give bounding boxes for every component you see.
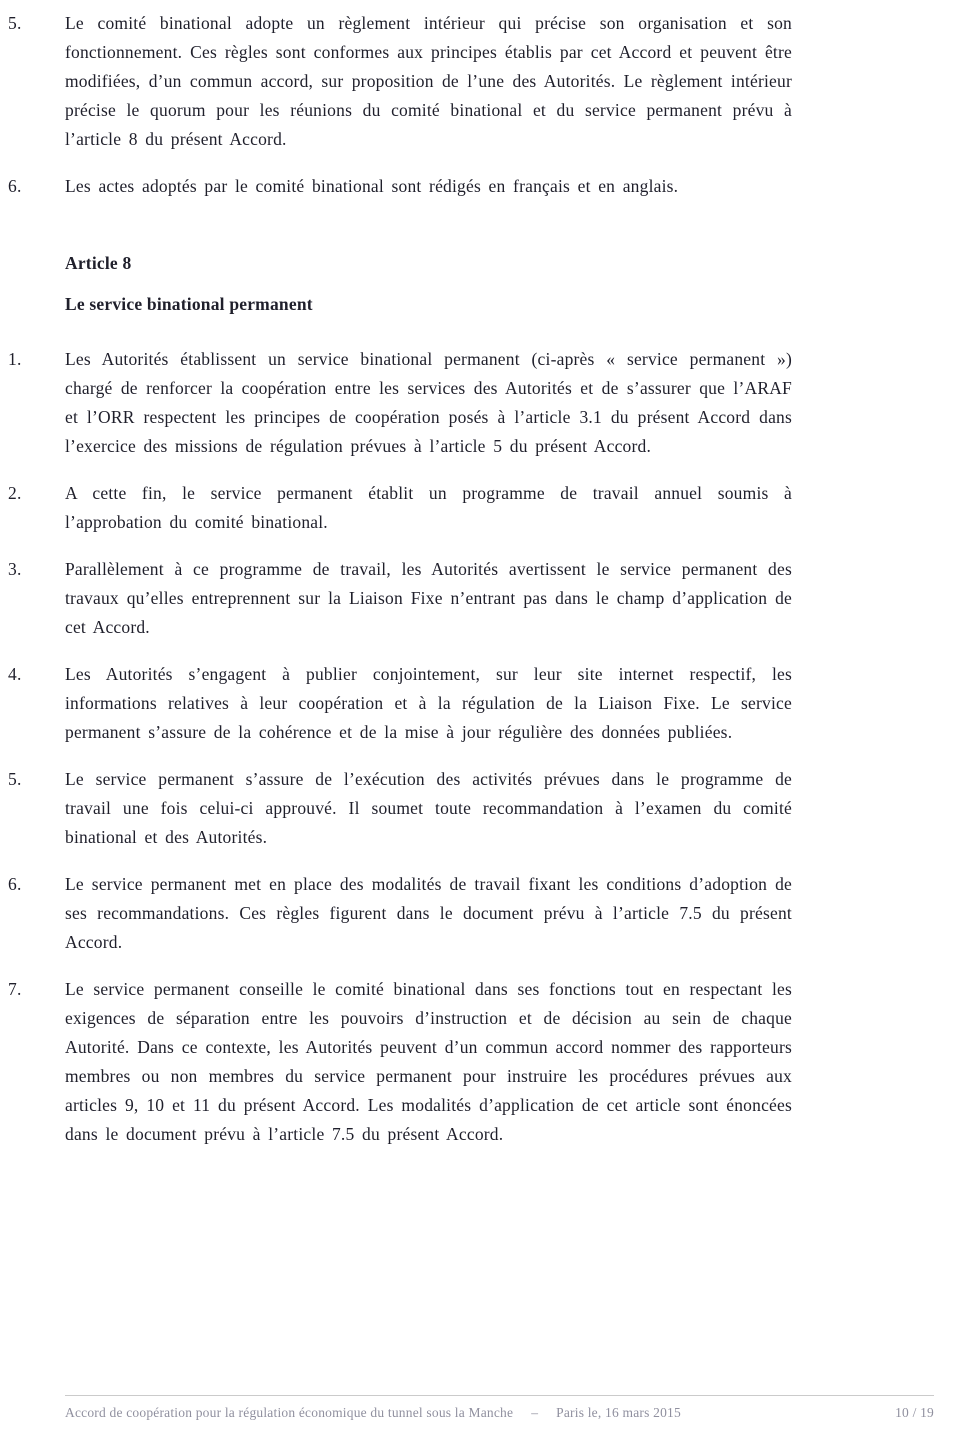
item-number: 4.	[8, 664, 22, 684]
item-number: 1.	[8, 349, 22, 369]
list-item	[8, 870, 792, 957]
article-subheading: Le service binational permanent	[65, 294, 313, 314]
list-item	[8, 9, 792, 154]
item-text: Les Autorités établissent un service binational permanent (ci-après « service permanent ») chargé de renforcer la coopération entre les services des Autorités et de s’assurer que l’ARAF et l’ORR respectent les principes de coopération posés à l’article 3.1 du présent Accord dans l’exercice des missions de régulation prévues à l’article 5 du présent Accord.	[65, 349, 792, 456]
list-item	[8, 345, 792, 461]
item-number: 7.	[8, 979, 22, 999]
item-number: 6.	[8, 176, 22, 196]
item-text: Les actes adoptés par le comité binational sont rédigés en français et en anglais.	[65, 176, 679, 196]
page-footer	[65, 1395, 934, 1421]
article-heading: Article 8	[65, 253, 132, 273]
item-text: Le service permanent met en place des modalités de travail fixant les conditions d’adoption de ses recommandations. Ces règles figurent dans le document prévu à l’article 7.5 du présent Accord.	[65, 874, 792, 952]
footer-date: Paris le, 16 mars 2015	[556, 1405, 681, 1420]
footer-title: Accord de coopération pour la régulation économique du tunnel sous la Manche	[65, 1405, 514, 1420]
list-item	[8, 555, 792, 642]
list-item	[8, 479, 792, 537]
item-text: Le service permanent conseille le comité binational dans ses fonctions tout en respectant les exigences de séparation entre les pouvoirs d’instruction et de décision au sein de chaque Autorité. Dans ce contexte, les Autorités peuvent d’un commun accord nommer des rapporteurs membres ou non membres du service permanent pour instruire les procédures prévues aux articles 9, 10 et 11 du présent Accord. Les modalités d’application de cet article sont énoncées dans le document prévu à l’article 7.5 du présent Accord.	[65, 979, 792, 1144]
footer-separator: –	[531, 1405, 539, 1420]
article-heading-block	[65, 249, 792, 319]
page-number: 10 / 19	[895, 1405, 934, 1420]
footer-left	[65, 1405, 681, 1421]
list-item	[8, 765, 792, 852]
item-number: 5.	[8, 13, 22, 33]
item-text: Le service permanent s’assure de l’exécution des activités prévues dans le programme de travail une fois celui-ci approuvé. Il soumet toute recommandation à l’examen du comité binational et des Autorités.	[65, 769, 792, 847]
item-number: 5.	[8, 769, 22, 789]
item-text: A cette fin, le service permanent établit un programme de travail annuel soumis à l’approbation du comité binational.	[65, 483, 792, 532]
item-number: 3.	[8, 559, 22, 579]
item-text: Le comité binational adopte un règlement intérieur qui précise son organisation et son fonctionnement. Ces règles sont conformes aux principes établis par cet Accord et peuvent être modifiées, d’un commun accord, sur proposition de l’une des Autorités. Le règlement intérieur précise le quorum pour les réunions du comité binational et du service permanent prévu à l’article 8 du présent Accord.	[65, 13, 792, 149]
item-text: Parallèlement à ce programme de travail, les Autorités avertissent le service permanent des travaux qu’elles entreprennent sur la Liaison Fixe n’entrant pas dans le champ d’application de cet Accord.	[65, 559, 792, 637]
list-item	[8, 172, 792, 201]
item-text: Les Autorités s’engagent à publier conjointement, sur leur site internet respectif, les informations relatives à leur coopération et à la régulation de la Liaison Fixe. Le service permanent s’assure de la cohérence et de la mise à jour régulière des données publiées.	[65, 664, 792, 742]
list-item	[8, 975, 792, 1149]
item-number: 2.	[8, 483, 22, 503]
document-content	[0, 9, 964, 1167]
list-item	[8, 660, 792, 747]
item-number: 6.	[8, 874, 22, 894]
